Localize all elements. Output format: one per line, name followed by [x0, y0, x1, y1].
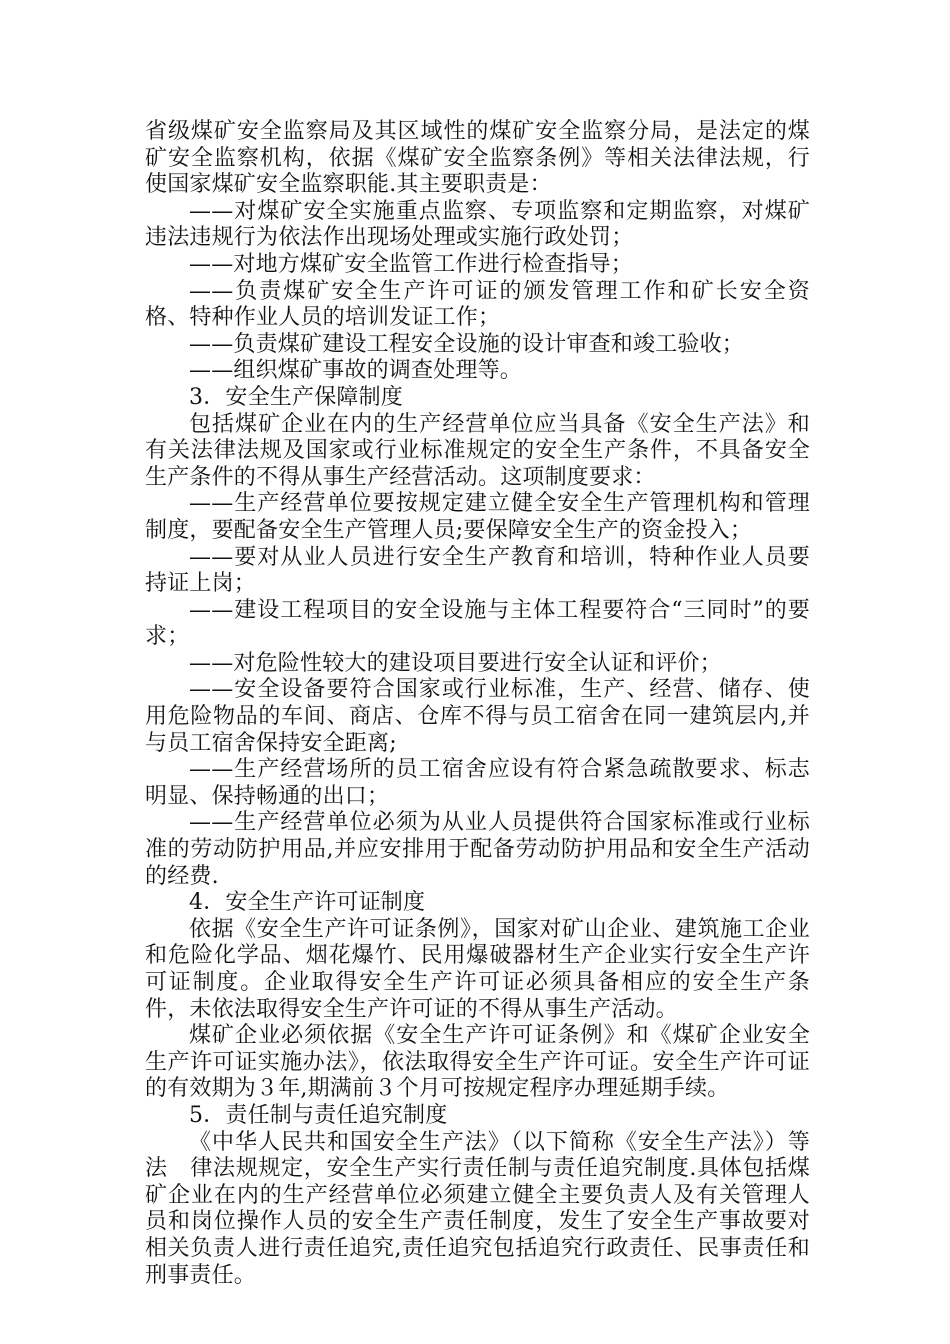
- requirement-item: ——安全设备要符合国家或行业标准，生产、经营、储存、使用危险物品的车间、商店、仓库不得与员工宿舍在同一建筑层内,并与员工宿舍保持安全距离;: [145, 677, 810, 756]
- section-heading-3: 3．安全生产保障制度: [189, 384, 403, 410]
- requirement-item: ——建设工程项目的安全设施与主体工程要符合“三同时”的要求；: [145, 597, 810, 650]
- intro-paragraph: 省级煤矿安全监察局及其区域性的煤矿安全监察分局，是法定的煤矿安全监察机构，依据《煤矿安全监察条例》等相关法律法规，行使国家煤矿安全监察职能.其主要职责是：: [145, 119, 810, 198]
- document-body: [145, 119, 810, 1289]
- requirement-item: ——生产经营场所的员工宿舍应设有符合紧急疏散要求、标志明显、保持畅通的出口；: [145, 757, 810, 809]
- body-paragraph: 煤矿企业必须依据《安全生产许可证条例》和《煤矿企业安全生产许可证实施办法》，依法取得安全生产许可证。安全生产许可证的有效期为３年,期满前３个月可按规定程序办理延期手续。: [145, 1023, 810, 1102]
- duty-item: ——负责煤矿安全生产许可证的颁发管理工作和矿长安全资格、特种作业人员的培训发证工作；: [145, 278, 810, 331]
- section-heading-5: 5．责任制与责任追究制度: [189, 1102, 448, 1128]
- section-heading-4: 4．安全生产许可证制度: [189, 890, 426, 916]
- requirement-item: ——要对从业人员进行安全生产教育和培训，特种作业人员要持证上岗；: [145, 544, 810, 597]
- body-paragraph: 《中华人民共和国安全生产法》（以下简称《安全生产法》）等法 律法规规定，安全生产实行责任制与责任追究制度.具体包括煤矿企业在内的生产经营单位必须建立健全主要负责人及有关管理人员和岗位操作人员的安全生产责任制度，发生了安全生产事故要对相关负责人进行责任追究,责任追究包括追究行政责任、民事责任和刑事责任。: [145, 1129, 810, 1288]
- duty-item: ——负责煤矿建设工程安全设施的设计审查和竣工验收；: [189, 331, 745, 357]
- body-paragraph: 包括煤矿企业在内的生产经营单位应当具备《安全生产法》和有关法律法规及国家或行业标准规定的安全生产条件，不具备安全生产条件的不得从事生产经营活动。这项制度要求：: [145, 411, 810, 490]
- duty-item: ——对煤矿安全实施重点监察、专项监察和定期监察，对煤矿违法违规行为依法作出现场处理或实施行政处罚；: [145, 198, 810, 251]
- requirement-item: ——生产经营单位要按规定建立健全安全生产管理机构和管理制度，要配备安全生产管理人员;要保障安全生产的资金投入；: [145, 491, 810, 543]
- body-paragraph: 依据《安全生产许可证条例》，国家对矿山企业、建筑施工企业和危险化学品、烟花爆竹、民用爆破器材生产企业实行安全生产许可证制度。企业取得安全生产许可证必须具备相应的安全生产条件，未依法取得安全生产许可证的不得从事生产活动。: [145, 916, 810, 1022]
- requirement-item: ——对危险性较大的建设项目要进行安全认证和评价；: [189, 650, 722, 676]
- duty-item: ——对地方煤矿安全监管工作进行检查指导；: [189, 251, 634, 277]
- duty-item: ——组织煤矿事故的调查处理等。: [189, 358, 523, 384]
- requirement-item: ——生产经营单位必须为从业人员提供符合国家标准或行业标准的劳动防护用品,并应安排用于配备劳动防护用品和安全生产活动的经费.: [145, 810, 810, 889]
